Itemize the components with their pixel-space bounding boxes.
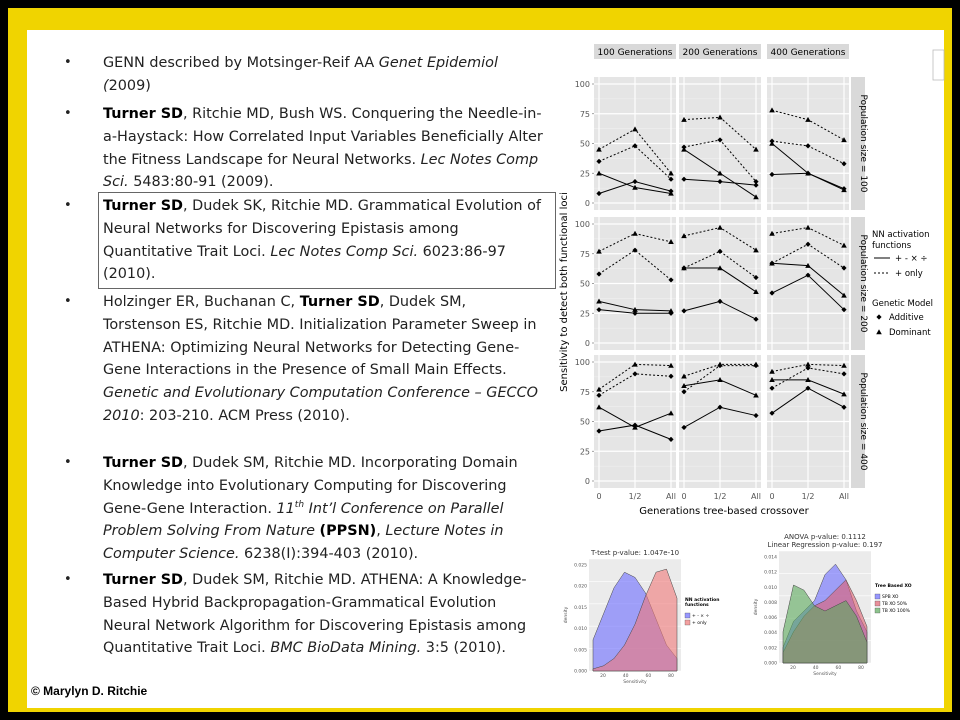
- reference-segment: Lec Notes Comp Sci.: [103, 151, 539, 191]
- reference-text: [103, 452, 548, 566]
- chart-title: Linear Regression p-value: 0.197: [767, 541, 883, 549]
- y-axis-title: density: [754, 598, 759, 616]
- highlight-box: [98, 192, 556, 289]
- legend-swatch: [875, 601, 880, 606]
- reference-segment: 6238(I):394-403 (2010).: [239, 546, 419, 563]
- y-tick-label: 0.010: [764, 585, 777, 591]
- scrollbar-stub: [933, 50, 944, 80]
- y-tick-label: 50: [579, 279, 590, 289]
- x-tick-label: 0: [596, 492, 602, 501]
- slide: [27, 30, 944, 708]
- y-tick-label: 0.000: [574, 669, 587, 675]
- facet-column-label: 400 Generations: [770, 48, 846, 58]
- reference-segment: 6023:86-97 (2010).: [103, 243, 506, 283]
- y-tick-label: 0.010: [574, 627, 587, 633]
- reference-segment: Turner SD: [299, 294, 380, 310]
- x-tick-label: 60: [835, 666, 842, 671]
- y-tick-label: 100: [574, 80, 590, 89]
- legend-item-label: + only: [692, 621, 707, 627]
- slide-border: [8, 8, 952, 712]
- chart-title: ANOVA p-value: 0.1112: [784, 533, 866, 541]
- y-tick-label: 0.006: [764, 616, 777, 622]
- x-tick-label: All: [839, 492, 849, 501]
- bullet: •: [64, 294, 72, 309]
- x-tick-label: 60: [645, 674, 652, 679]
- bullet: •: [64, 455, 72, 470]
- x-axis-title: Generations tree-based crossover: [639, 506, 809, 517]
- reference-segment: Turner SD: [103, 106, 183, 122]
- reference-segment: ,: [376, 523, 386, 540]
- reference-segment: (: [103, 77, 109, 94]
- reference-segment: , Dudek SM, Ritchie MD. ATHENA: A Knowledge-Based Hybrid Backpropagation-Grammatical Evolution Neural Network Algorithm for Discovering Epistasis among Quantitative Trait Loci.: [103, 572, 527, 657]
- y-tick-label: 100: [574, 358, 590, 367]
- legend-swatch: [875, 594, 880, 599]
- reference-segment: BMC BioData Mining.: [270, 640, 422, 657]
- facet-line-chart: [552, 30, 944, 517]
- legend-item-label: + only: [895, 269, 923, 279]
- legend-title-activation: functions: [872, 241, 912, 251]
- reference-segment: 3:5 (2010).: [421, 640, 506, 657]
- copyright-notice: © Marylyn D. Ritchie: [31, 684, 148, 698]
- x-tick-label: 20: [790, 666, 796, 671]
- legend-item-label: TB XO 100%: [882, 609, 910, 615]
- legend-title: Tree Based XO: [875, 584, 912, 589]
- y-tick-label: 50: [579, 139, 590, 149]
- y-axis-title: density: [564, 606, 569, 624]
- reference-text: [103, 52, 548, 98]
- legend-item-label: TB XO 50%: [882, 602, 908, 608]
- bullet: •: [64, 106, 72, 121]
- facet-column-label: 100 Generations: [597, 48, 673, 58]
- y-tick-label: 0.025: [574, 563, 587, 569]
- legend-swatch: [685, 620, 690, 625]
- reference-segment: GENN described by Motsinger-Reif AA: [103, 55, 379, 71]
- reference-segment: Genetic and Evolutionary Computation Conference – GECCO 2010: [103, 385, 538, 424]
- x-tick-label: All: [666, 492, 676, 501]
- legend-title-model: Genetic Model: [872, 299, 934, 309]
- y-tick-label: 0.005: [574, 648, 587, 654]
- legend-title: functions: [685, 603, 709, 608]
- legend-swatch: [685, 613, 690, 618]
- y-tick-label: 0.014: [764, 555, 777, 561]
- reference-segment: 5483:80-91 (2009).: [128, 174, 274, 191]
- x-tick-label: 0: [769, 492, 775, 501]
- y-tick-label: 0.002: [764, 646, 777, 652]
- y-tick-label: 0: [584, 339, 590, 348]
- y-axis-title: Sensitivity to detect both functional loci: [559, 192, 570, 392]
- y-tick-label: 75: [579, 249, 590, 259]
- facet-row-label: Population size = 100: [858, 94, 868, 193]
- y-tick-label: 0.008: [764, 600, 777, 606]
- x-tick-label: 1/2: [628, 492, 642, 501]
- y-tick-label: 25: [579, 169, 590, 179]
- reference-segment: 2009): [108, 77, 151, 94]
- x-tick-label: 1/2: [713, 492, 727, 501]
- reference-segment: Lecture Notes in Computer Science.: [103, 523, 504, 563]
- reference-segment: Int’l Conference on Parallel Problem Solving From Nature: [103, 500, 504, 540]
- reference-segment: 11: [276, 500, 295, 517]
- legend-title: NN activation: [685, 598, 720, 603]
- chart-title: T-test p-value: 1.047e-10: [590, 549, 680, 557]
- legend-item-label: + - × ÷: [895, 254, 928, 264]
- x-tick-label: 40: [622, 674, 629, 679]
- legend-item-label: Dominant: [889, 328, 931, 338]
- reference-segment: , Ritchie MD, Bush WS. Conquering the Needle-in-a-Haystack: How Correlated Input Variables Beneficially Alter the Fitness Landscape for Neural Networks.: [103, 106, 543, 168]
- facet-row-label: Population size = 200: [858, 234, 868, 333]
- y-tick-label: 0.004: [764, 631, 777, 637]
- reference-segment: Holzinger ER, Buchanan C,: [103, 294, 300, 310]
- bullet: •: [64, 55, 72, 70]
- reference-segment: th: [294, 499, 305, 510]
- reference-segment: , Dudek SM, Torstenson ES, Ritchie MD. Initialization Parameter Sweep in ATHENA: Optimizing Neural Networks for Detecting Gene-Gene Interactions in the Presence of Small Main Effects.: [103, 294, 537, 379]
- y-tick-label: 0: [584, 199, 590, 208]
- reference-segment: (PPSN): [319, 523, 377, 540]
- x-tick-label: 80: [668, 674, 674, 679]
- facet-row-label: Population size = 400: [858, 372, 868, 471]
- y-tick-label: 75: [579, 109, 590, 119]
- x-tick-label: 20: [600, 674, 606, 679]
- y-tick-label: 0.020: [574, 584, 587, 590]
- x-axis-title: Sensitivity: [813, 672, 837, 677]
- x-tick-label: 80: [858, 666, 864, 671]
- y-tick-label: 50: [579, 417, 590, 427]
- legend-swatch: [875, 608, 880, 613]
- y-tick-label: 100: [574, 220, 590, 229]
- reference-text: [103, 103, 548, 194]
- reference-segment: Lec Notes Comp Sci.: [270, 243, 419, 260]
- legend-item-label: + - × ÷: [692, 614, 710, 620]
- y-tick-label: 75: [579, 387, 590, 397]
- reference-segment: Genet Epidemiol: [378, 55, 498, 71]
- y-tick-label: 25: [579, 309, 590, 319]
- reference-segment: , Dudek SM, Ritchie MD. Incorporating Domain Knowledge into Evolutionary Computing for Discovering Gene-Gene Interaction.: [103, 455, 518, 517]
- y-tick-label: 0.015: [574, 605, 587, 611]
- facet-column-label: 200 Generations: [682, 48, 758, 58]
- bullet: •: [64, 572, 72, 587]
- reference-text: [103, 569, 548, 660]
- y-tick-label: 25: [579, 447, 590, 457]
- reference-text: [103, 291, 548, 428]
- y-tick-label: 0.000: [764, 661, 777, 667]
- x-tick-label: 0: [681, 492, 687, 501]
- legend-item-label: SPB XO: [882, 595, 899, 601]
- reference-segment: : 203-210. ACM Press (2010).: [139, 407, 350, 424]
- x-tick-label: 1/2: [801, 492, 815, 501]
- reference-segment: Turner SD: [103, 572, 183, 588]
- reference-segment: , Dudek SK, Ritchie MD. Grammatical Evolution of Neural Networks for Discovering Epistasis among Quantitative Trait Loci.: [103, 198, 541, 260]
- legend-item-label: Additive: [889, 313, 924, 323]
- y-tick-label: 0: [584, 477, 590, 486]
- legend-title-activation: NN activation: [872, 230, 930, 240]
- anova-density-chart: [747, 527, 927, 677]
- x-axis-title: Sensitivity: [623, 680, 647, 685]
- bullet: •: [64, 198, 72, 213]
- y-tick-label: 0.012: [764, 570, 777, 576]
- reference-segment: Turner SD: [103, 198, 183, 214]
- reference-segment: Turner SD: [103, 455, 183, 471]
- x-tick-label: 40: [812, 666, 819, 671]
- ttest-density-chart: [557, 535, 737, 685]
- x-tick-label: All: [751, 492, 761, 501]
